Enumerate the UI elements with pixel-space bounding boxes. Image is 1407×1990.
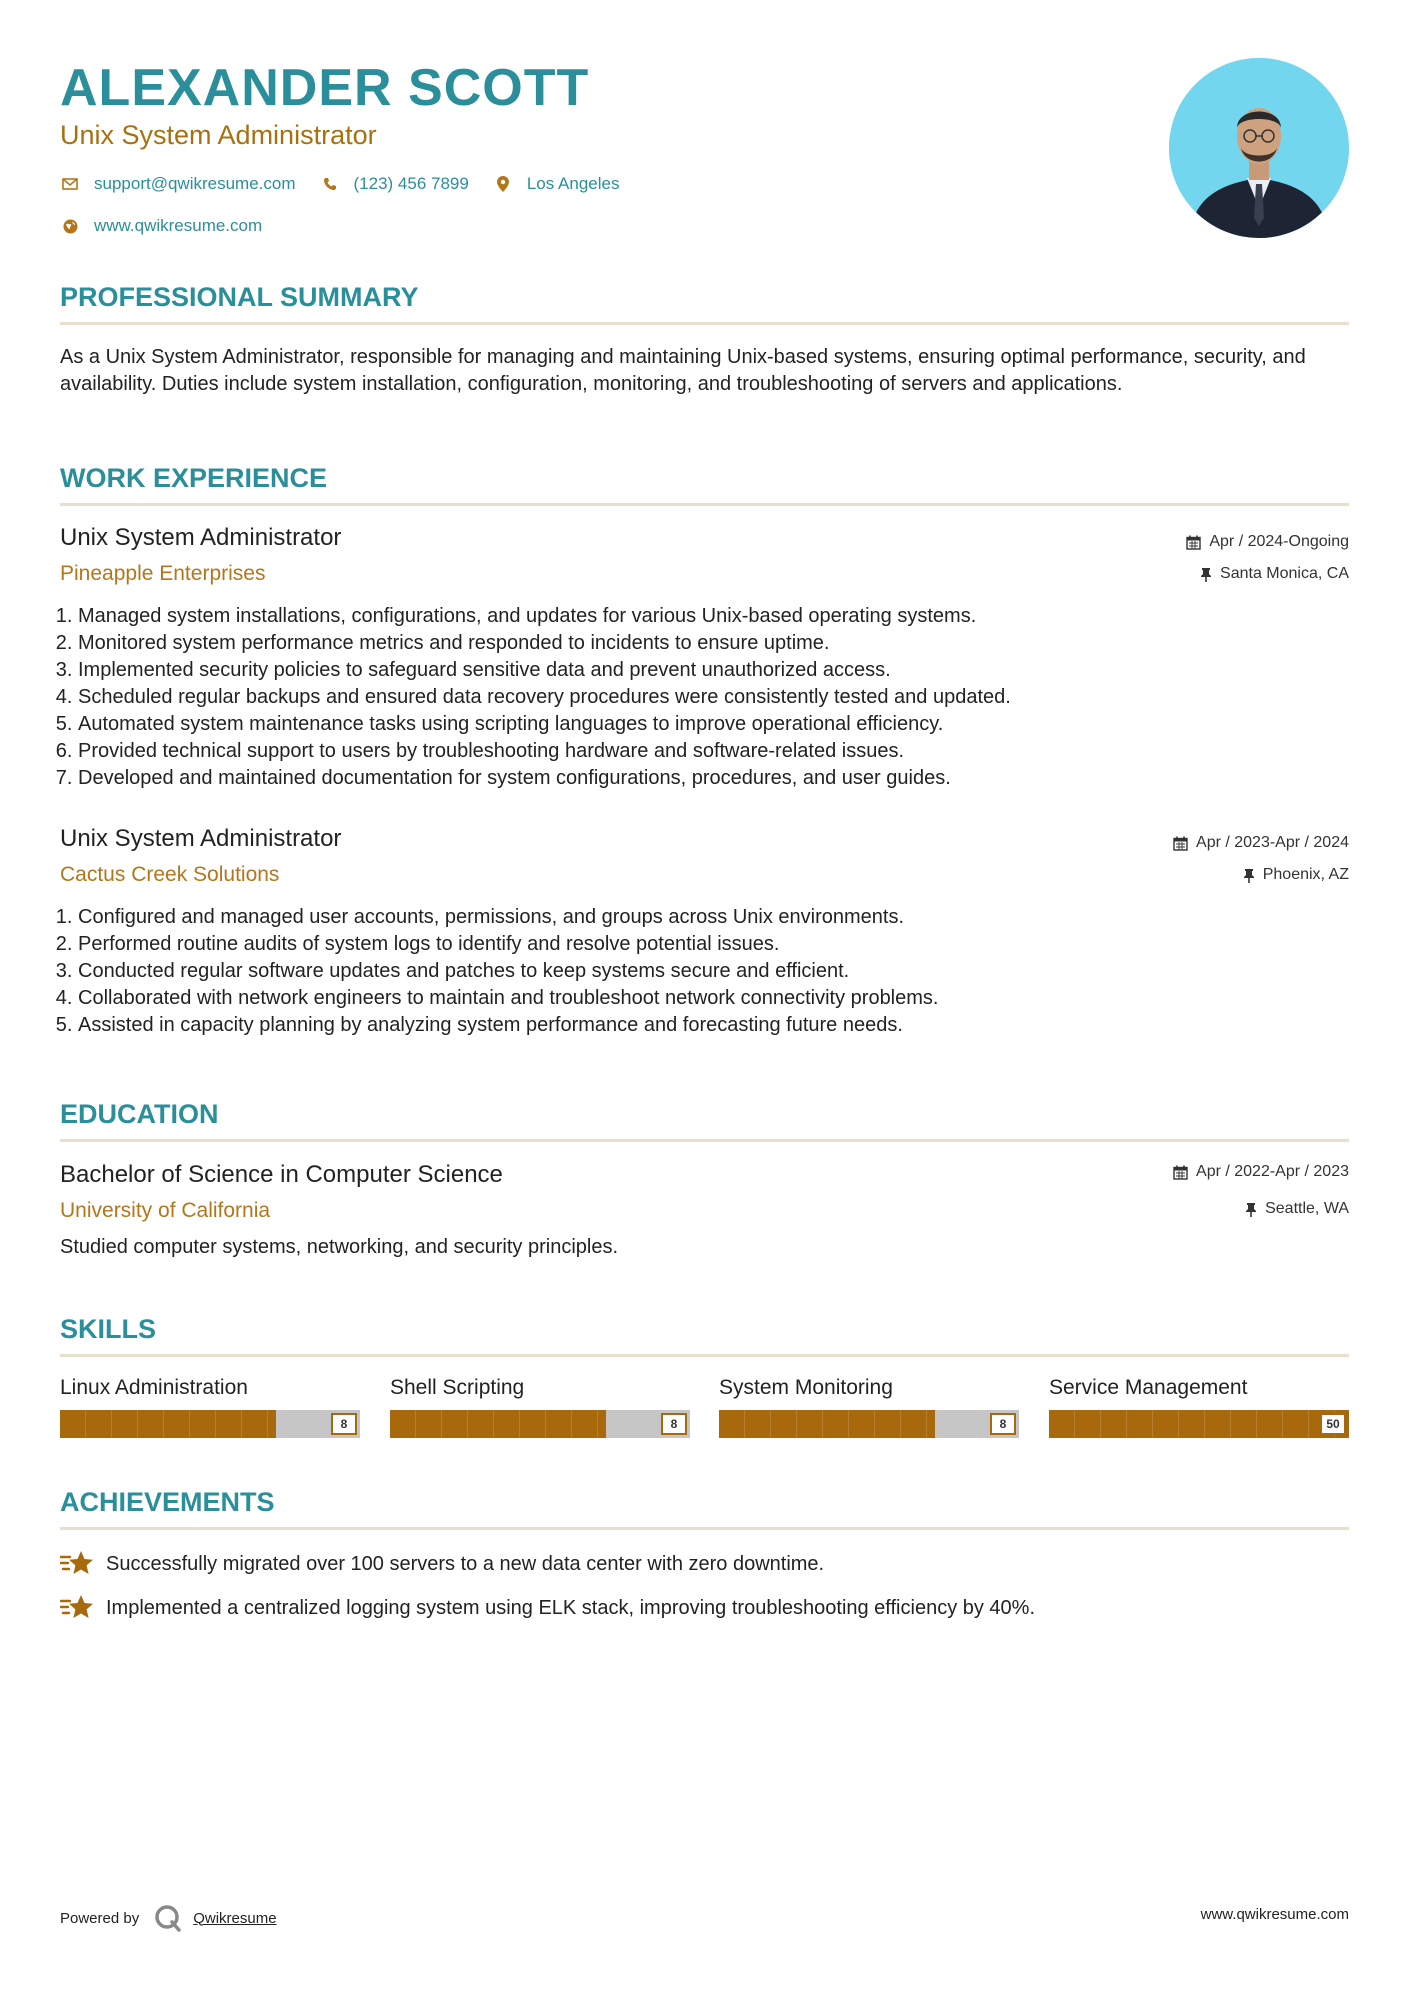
job-company: Pineapple Enterprises bbox=[60, 562, 266, 585]
star-icon bbox=[60, 1549, 94, 1579]
skill-name: Service Management bbox=[1049, 1376, 1248, 1399]
job-dates bbox=[1173, 834, 1349, 852]
job-title: Unix System Administrator bbox=[60, 524, 342, 551]
education-location bbox=[1245, 1200, 1349, 1218]
calendar-icon bbox=[1173, 836, 1188, 851]
achievements-divider bbox=[60, 1527, 1349, 1530]
list-item: 3. Implemented security policies to safeguard sensitive data and prevent unauthorized access. bbox=[78, 657, 1378, 684]
education-dates-text: Apr / 2022-Apr / 2023 bbox=[1196, 1163, 1349, 1180]
summary-heading: PROFESSIONAL SUMMARY bbox=[60, 282, 419, 312]
job-dates bbox=[1186, 533, 1349, 551]
contact-row bbox=[60, 174, 643, 194]
list-item: 6. Provided technical support to users by troubleshooting hardware and software-related issues. bbox=[78, 738, 1378, 765]
job-title: Unix System Administrator bbox=[60, 825, 342, 852]
job-responsibilities bbox=[54, 904, 1378, 1039]
list-item: 4. Collaborated with network engineers to maintain and troubleshoot network connectivity problems. bbox=[78, 985, 1378, 1012]
school-name: University of California bbox=[60, 1199, 271, 1222]
skill-bar-fill bbox=[390, 1410, 606, 1438]
job-dates-text: Apr / 2023-Apr / 2024 bbox=[1196, 834, 1349, 851]
calendar-icon bbox=[1173, 1165, 1188, 1180]
list-item: 7. Developed and maintained documentation for system configurations, procedures, and user guides. bbox=[78, 765, 1378, 792]
candidate-name: ALEXANDER SCOTT bbox=[60, 59, 590, 117]
profile-photo bbox=[1169, 58, 1349, 238]
list-item: 5. Assisted in capacity planning by analyzing system performance and forecasting future needs. bbox=[78, 1012, 1378, 1039]
pushpin-icon bbox=[1243, 868, 1255, 883]
skill-item bbox=[1049, 1376, 1349, 1438]
job-location-text: Santa Monica, CA bbox=[1220, 565, 1349, 582]
list-item: 2. Performed routine audits of system logs to identify and resolve potential issues. bbox=[78, 931, 1378, 958]
footer-url[interactable]: www.qwikresume.com bbox=[1200, 1906, 1349, 1923]
education-dates bbox=[1173, 1163, 1349, 1181]
skill-bar bbox=[390, 1410, 690, 1438]
skills-heading: SKILLS bbox=[60, 1314, 157, 1344]
achievement-item bbox=[60, 1593, 1035, 1623]
skill-item bbox=[60, 1376, 360, 1438]
achievement-item bbox=[60, 1549, 824, 1579]
job-dates-text: Apr / 2024-Ongoing bbox=[1209, 533, 1349, 550]
skill-bar bbox=[719, 1410, 1019, 1438]
skill-level-badge: 50 bbox=[1320, 1413, 1346, 1435]
summary-divider bbox=[60, 322, 1349, 325]
qwikresume-link[interactable]: Qwikresume bbox=[193, 1909, 277, 1927]
skill-name: Linux Administration bbox=[60, 1376, 248, 1399]
phone-icon bbox=[320, 177, 340, 191]
skill-bar-fill bbox=[1049, 1410, 1349, 1438]
location-text: Los Angeles bbox=[526, 174, 620, 193]
website-link[interactable]: www.qwikresume.com bbox=[94, 216, 263, 235]
skills-divider bbox=[60, 1354, 1349, 1357]
skill-level-badge: 8 bbox=[331, 1413, 357, 1435]
summary-text: As a Unix System Administrator, responsible for managing and maintaining Unix-based systems, ensuring optimal performance, security, and availability. Duties include system installation, configuration, monitoring, and troubleshooting of servers and applications. bbox=[60, 346, 1306, 395]
list-item: 4. Scheduled regular backups and ensured data recovery procedures were consistently tested and updated. bbox=[78, 684, 1378, 711]
job-location bbox=[1200, 565, 1349, 583]
skill-level-badge: 8 bbox=[661, 1413, 687, 1435]
list-item: 2. Monitored system performance metrics and responded to incidents to ensure uptime. bbox=[78, 630, 1378, 657]
list-item: 1. Configured and managed user accounts, permissions, and groups across Unix environments. bbox=[78, 904, 1378, 931]
experience-heading: WORK EXPERIENCE bbox=[60, 463, 328, 493]
job-responsibilities bbox=[54, 603, 1378, 792]
achievement-text: Implemented a centralized logging system using ELK stack, improving troubleshooting efficiency by 40%. bbox=[106, 1596, 1036, 1619]
achievement-text: Successfully migrated over 100 servers to a new data center with zero downtime. bbox=[106, 1552, 825, 1575]
education-heading: EDUCATION bbox=[60, 1099, 219, 1129]
star-icon bbox=[60, 1593, 94, 1623]
degree-title: Bachelor of Science in Computer Science bbox=[60, 1161, 503, 1188]
job-location bbox=[1243, 866, 1349, 884]
skill-bar bbox=[60, 1410, 360, 1438]
skill-name: Shell Scripting bbox=[390, 1376, 525, 1399]
email-link[interactable]: support@qwikresume.com bbox=[94, 174, 296, 193]
footer-powered-by bbox=[60, 1903, 277, 1933]
skill-item bbox=[719, 1376, 1019, 1438]
location-pin-icon bbox=[493, 176, 513, 192]
skill-bar-fill bbox=[719, 1410, 935, 1438]
skill-level-badge: 8 bbox=[990, 1413, 1016, 1435]
pushpin-icon bbox=[1245, 1202, 1257, 1217]
list-item: 5. Automated system maintenance tasks using scripting languages to improve operational efficiency. bbox=[78, 711, 1378, 738]
list-item: 1. Managed system installations, configurations, and updates for various Unix-based operating systems. bbox=[78, 603, 1378, 630]
powered-by-label: Powered by bbox=[60, 1909, 140, 1927]
calendar-icon bbox=[1186, 535, 1201, 550]
education-divider bbox=[60, 1139, 1349, 1142]
envelope-icon bbox=[60, 178, 80, 190]
skill-item bbox=[390, 1376, 690, 1438]
skill-name: System Monitoring bbox=[719, 1376, 893, 1399]
achievements-heading: ACHIEVEMENTS bbox=[60, 1487, 275, 1517]
globe-icon bbox=[60, 219, 80, 234]
qwikresume-logo-icon bbox=[153, 1903, 183, 1933]
candidate-role: Unix System Administrator bbox=[60, 120, 377, 150]
job-company: Cactus Creek Solutions bbox=[60, 863, 280, 886]
list-item: 3. Conducted regular software updates and patches to keep systems secure and efficient. bbox=[78, 958, 1378, 985]
skill-bar bbox=[1049, 1410, 1349, 1438]
experience-divider bbox=[60, 503, 1349, 506]
website-row bbox=[60, 216, 286, 236]
skill-bar-fill bbox=[60, 1410, 276, 1438]
education-description: Studied computer systems, networking, and security principles. bbox=[60, 1236, 619, 1258]
pushpin-icon bbox=[1200, 567, 1212, 582]
education-location-text: Seattle, WA bbox=[1265, 1200, 1349, 1217]
job-location-text: Phoenix, AZ bbox=[1262, 866, 1349, 883]
phone-text: (123) 456 7899 bbox=[353, 174, 469, 193]
